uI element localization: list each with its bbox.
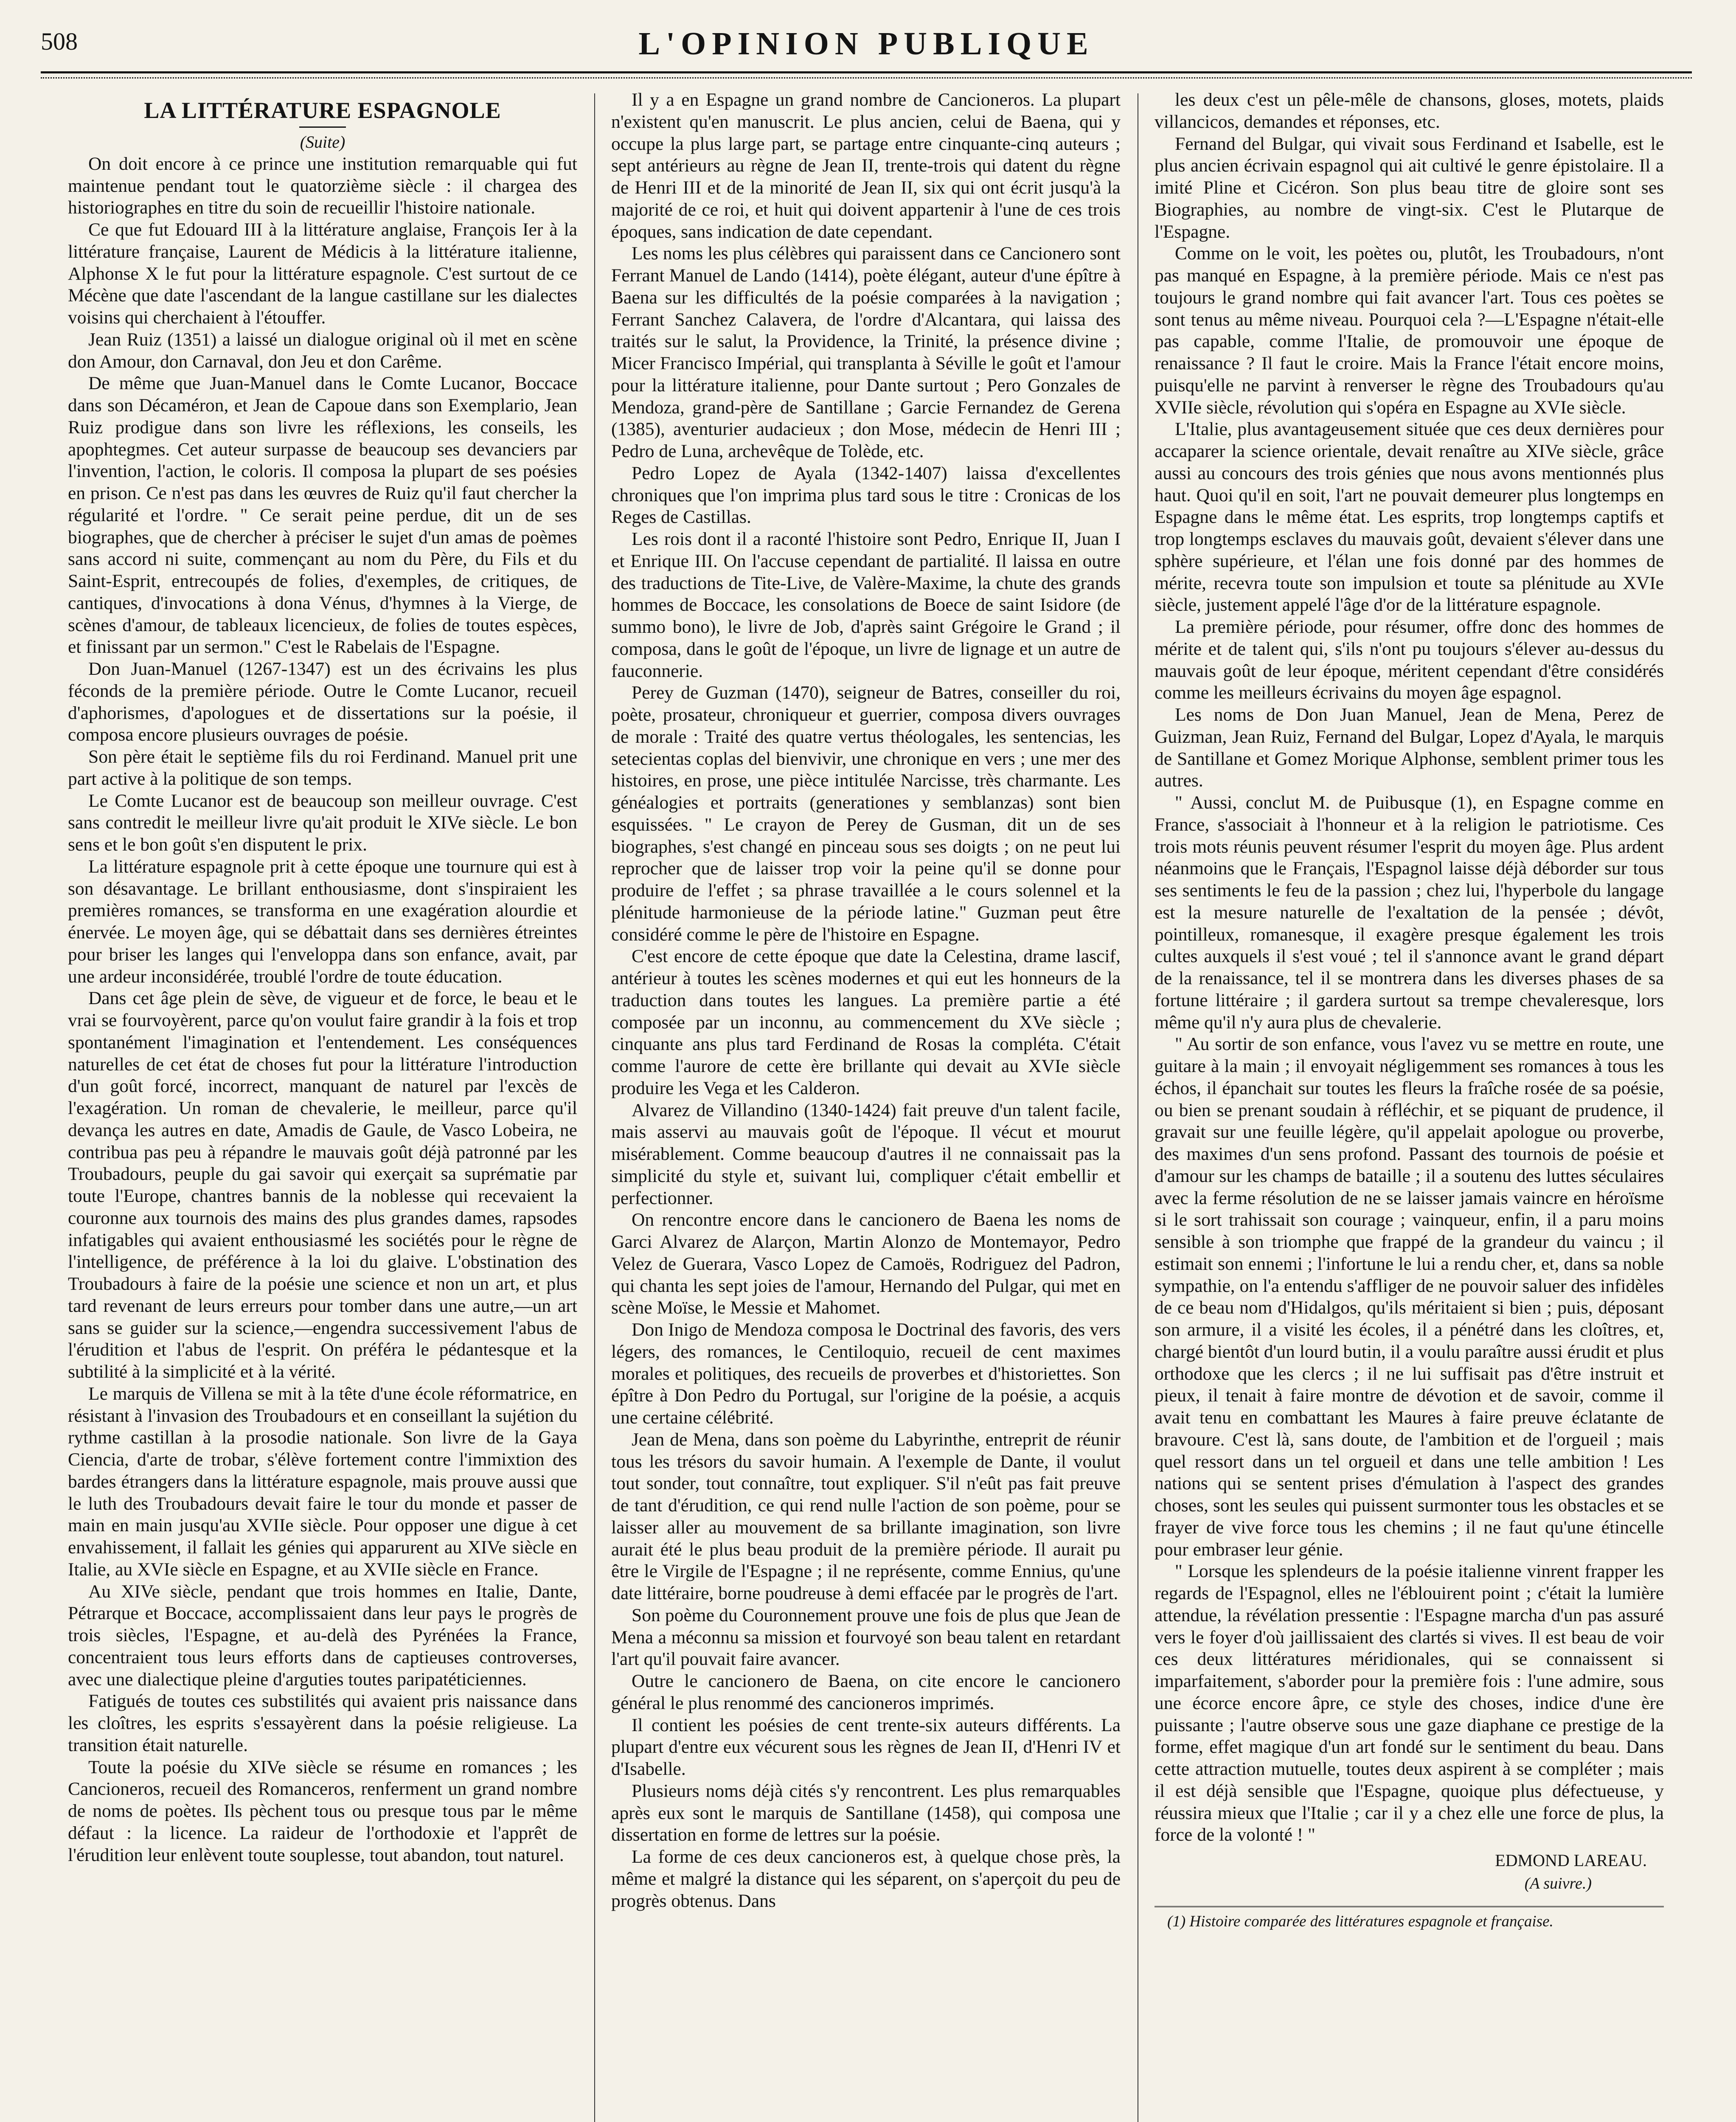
column-2 xyxy=(611,89,1121,2122)
masthead-title: L'OPINION PUBLIQUE xyxy=(638,26,1094,62)
column-divider xyxy=(594,93,595,2122)
paragraph: les deux c'est un pêle-mêle de chansons, gloses, motets, plaids villancicos, demandes et réponses, etc. xyxy=(1155,90,1664,132)
paragraph: Son père était le septième fils du roi Ferdinand. Manuel prit une part active à la politique de son temps. xyxy=(68,747,577,789)
paragraph: Les rois dont il a raconté l'histoire sont Pedro, Enrique II, Juan I et Enrique III. On l'accuse cependant de partialité. Il laissa en outre des traductions de Tite-Live, de Valère-Maxime, la chute des grands hommes de Boccace, les consolations de Boece de saint Isidore (de summo bono), le livre de Job, d'après saint Grégoire le Grand ; il composa, dans le goût de l'époque, un livre de lignage et un autre de fauconnerie. xyxy=(611,529,1121,681)
title-rule xyxy=(299,126,346,128)
page-number: 508 xyxy=(41,28,78,55)
paragraph: L'Italie, plus avantageusement située que ces deux dernières pour accaparer la science orientale, devait renaître au XIVe siècle, grâce aussi au concours des trois génies que nous avons mentionnés plus haut. Quoi qu'il en soit, l'art ne pouvait demeurer plus longtemps en Espagne dans le même état. Les esprits, trop longtemps captifs et trop longtemps esclaves du mauvais goût, devaient s'élever dans une sphère supérieure, et l'élan une fois donné par des hommes de mérite, recevra toute son impulsion et toute sa plénitude au XVIe siècle, justement appelé l'âge d'or de la littérature espagnole. xyxy=(1155,419,1664,615)
paragraph: De même que Juan-Manuel dans le Comte Lucanor, Boccace dans son Décaméron, et Jean de Capoue dans son Exemplario, Jean Ruiz prodigue dans son livre les réflexions, les conseils, les apophtegmes. Cet auteur surpasse de beaucoup ses devanciers par l'invention, l'action, le coloris. Il composa la plupart de ses poésies en prison. Ce n'est pas dans les œuvres de Ruiz qu'il faut chercher la régularité et l'ordre. " Ce serait peine perdue, dit un de ses biographes, que de chercher à préciser le sujet d'un amas de poèmes sans accord ni suite, commençant au nom du Père, du Fils et du Saint-Esprit, entrecoupés de folies, d'exemples, de critiques, de cantiques, d'invocations à dona Vénus, d'hymnes à la Vierge, de scènes d'amour, de tableaux licencieux, de folies de toutes espèces, et finissant par un sermon." C'est le Rabelais de l'Espagne. xyxy=(68,373,577,657)
paragraph: La littérature espagnole prit à cette époque une tournure qui est à son désavantage. Le brillant enthousiasme, dont s'inspiraient les premières romances, se transforma en une exagération alourdie et énervée. Le moyen âge, qui se débattait dans ses dernières étreintes pour briser les langes qui l'enveloppa dans son enfance, avait, par une ardeur inconsidérée, troublé l'ordre de toute éducation. xyxy=(68,856,577,987)
column-1-text xyxy=(68,153,577,1867)
paragraph: Comme on le voit, les poètes ou, plutôt, les Troubadours, n'ont pas manqué en Espagne, à la première période. Mais ce n'est pas toujours le grand nombre qui fait avancer l'art. Tous ces poètes se sont tenus au même niveau. Pourquoi cela ?—L'Espagne n'était-elle pas capable, comme l'Italie, de promouvoir une époque de renaissance ? Il faut le croire. Mais la France l'était encore moins, puisqu'elle ne parvint à renverser le règne des Troubadours qu'au XVIIe siècle, révolution qui s'opéra en Espagne au XVIe siècle. xyxy=(1155,243,1664,418)
article-title: LA LITTÉRATURE ESPAGNOLE xyxy=(144,98,501,123)
paragraph: Les noms les plus célèbres qui paraissent dans ce Cancionero sont Ferrant Manuel de Lando (1414), poète élégant, auteur d'une épître à Baena sur les difficultés de la poésie comparées à la navigation ; Ferrant Sanchez Calavera, de l'ordre d'Alcantara, qui laissa des traités sur le salut, la Providence, la Trinité, la présence divine ; Micer Francisco Impérial, qui transplanta à Séville le goût et l'amour pour la littérature italienne, pour Dante surtout ; Pero Gonzales de Mendoza, grand-père de Santillane ; Garcie Fernandez de Gerena (1385), aventurier audacieux ; don Mose, médecin de Henri III ; Pedro de Luna, archevêque de Tolède, etc. xyxy=(611,243,1121,461)
paragraph: Toute la poésie du XIVe siècle se résume en romances ; les Cancioneros, recueil des Romanceros, renferment un grand nombre de noms de poètes. Ils pèchent tous ou presque tous par le même défaut : la licence. La raideur de l'orthodoxie et l'apprêt de l'érudition leur enlèvent toute souplesse, tout abandon, tout naturel. xyxy=(68,1757,577,1865)
paragraph: Jean de Mena, dans son poème du Labyrinthe, entreprit de réunir tous les trésors du savoir humain. A l'exemple de Dante, il voulut tout sonder, tout connaître, tout expliquer. S'il n'eût pas fait preuve de tant d'érudition, ce qui rend nulle l'action de son poème, pour se laisser aller au mouvement de sa brillante imagination, son livre aurait été le plus beau produit de la première période. Il aurait pu être le Virgile de l'Espagne ; il ne représente, comme Ennius, qu'une date littéraire, borne poudreuse à demi effacée par le progrès de l'art. xyxy=(611,1429,1121,1603)
paragraph: Don Juan-Manuel (1267-1347) est un des écrivains les plus féconds de la première période. Outre le Comte Lucanor, recueil d'aphorismes, d'apologues et de dissertations sur la poésie, il composa encore plusieurs ouvrages de poésie. xyxy=(68,659,577,745)
column-2-text xyxy=(611,89,1121,1912)
paragraph: Il contient les poésies de cent trente-six auteurs différents. La plupart d'entre eux vécurent sous les règnes de Jean II, d'Henri IV et d'Isabelle. xyxy=(611,1715,1121,1779)
paragraph: Le Comte Lucanor est de beaucoup son meilleur ouvrage. C'est sans contredit le meilleur livre qu'ait produit le XIVe siècle. Le bon sens et le bon goût s'en disputent le prix. xyxy=(68,790,577,855)
paragraph: Fatigués de toutes ces substilités qui avaient pris naissance dans les cloîtres, les esprits s'essayèrent dans la poésie religieuse. La transition était naturelle. xyxy=(68,1691,577,1755)
paragraph: Il y a en Espagne un grand nombre de Cancioneros. La plupart n'existent qu'en manuscrit. Le plus ancien, celui de Baena, qui y occupe la plus large part, se partage entre cinquante-cinq auteurs ; sept antérieurs au règne de Jean II, trente-trois qui datent du règne de Henri III et de la minorité de Jean II, six qui ont écrit jusqu'à la majorité de ce roi, et huit qui doivent appartenir à l'une de ces trois époques, sans indication de date cependant. xyxy=(611,90,1121,242)
paragraph: Fernand del Bulgar, qui vivait sous Ferdinand et Isabelle, est le plus ancien écrivain espagnol qui ait cultivé le genre épistolaire. Il a imité Pline et Cicéron. Son plus beau titre de gloire sont ses Biographies, au nombre de vingt-six. C'est le Plutarque de l'Espagne. xyxy=(1155,133,1664,242)
paragraph: Au XIVe siècle, pendant que trois hommes en Italie, Dante, Pétrarque et Boccace, accomplissaient dans leur pays le progrès de trois siècles, l'Espagne, et au-delà des Pyrénées la France, concentraient tous leurs efforts dans de captieuses controverses, avec une dialectique pleine d'arguties toutes paripatéticiennes. xyxy=(68,1581,577,1690)
header-rule xyxy=(41,71,1692,73)
paragraph: La forme de ces deux cancioneros est, à quelque chose près, la même et malgré la distance qui les séparent, on s'aperçoit du peu de progrès obtenus. Dans xyxy=(611,1847,1121,1911)
paragraph: Outre le cancionero de Baena, on cite encore le cancionero général le plus renommé des cancioneros imprimés. xyxy=(611,1671,1121,1713)
paragraph: C'est encore de cette époque que date la Celestina, drame lascif, antérieur à toutes les scènes modernes et qui eut les honneurs de la traduction dans toutes les langues. La première partie a été composée par un inconnu, au commencement du XVe siècle ; cinquante ans plus tard Ferdinand de Rosas la compléta. C'était comme l'aurore de cette ère brillante qui devait au XVIe siècle produire les Vega et les Calderon. xyxy=(611,946,1121,1098)
paragraph: On doit encore à ce prince une institution remarquable qui fut maintenue pendant tout le quatorzième siècle : il chargea des historiographes en titre du soin de recueillir l'histoire nationale. xyxy=(68,153,577,218)
paragraph: " Au sortir de son enfance, vous l'avez vu se mettre en route, une guitare à la main ; il envoyait négligemment ses romances à tous les échos, il épanchait sur toutes les fleurs la fraîche rosée de sa poésie, ou bien se prenant soudain à réfléchir, et se piquant de prudence, il gravait sur une feuille légère, qu'il appelait apologue ou proverbe, des maximes d'un sens profond. Passant des tournois de poésie et d'amour sur les champs de bataille ; il a soutenu des luttes séculaires avec la ferme résolution de ne se laisser jamais vaincre en héroïsme si le sort trahissait son courage ; vainqueur, enfin, il a paru moins sensible à son triomphe que frappé de la grandeur du vaincu ; il estimait son ennemi ; l'infortune le lui a rendu cher, et, dans sa noble sympathie, on l'a entendu s'affliger de ne pouvoir saluer des infidèles de ce beau nom d'Hidalgos, qu'ils méritaient si bien ; puis, déposant son armure, il a visité les écoles, il a pénétré dans les cloîtres, et, chargé bientôt d'un lourd butin, il a voulu paraître aussi érudit et plus orthodoxe que les clercs ; il ne lui suffisait pas d'être instruit et pieux, il tenait à faire montre de dévotion et de savoir, comme il avait tenu en combattant les Maures à faire preuve éclatante de bravoure. C'est là, sans doute, de l'ambition et de l'orgueil ; mais quel ressort dans un tel orgueil et dans une telle ambition ! Les nations qui se sentent prises d'émulation à l'aspect des grandes choses, sont les seules qui puissent surmonter tous les obstacles et se frayer de vive force tous les chemins ; il ne faut qu'une étincelle pour embraser leur génie. xyxy=(1155,1034,1664,1560)
paragraph: Alvarez de Villandino (1340-1424) fait preuve d'un talent facile, mais asservi au mauvais goût de l'époque. Il vécut et mourut misérablement. Comme beaucoup d'autres il ne connaissait pas la simplicité du style et, suivant lui, compliquer c'était embellir et perfectionner. xyxy=(611,1100,1121,1208)
footnote: (1) Histoire comparée des littératures espagnole et française. xyxy=(1167,1912,1553,1930)
paragraph: La première période, pour résumer, offre donc des hommes de mérite et de talent qui, s'ils n'ont pu toujours s'élever au-dessus du mauvais goût de leur époque, méritent cependant d'être considérés comme les meilleurs écrivains du moyen âge espagnol. xyxy=(1155,617,1664,703)
footnote-rule xyxy=(1155,1906,1664,1907)
article-body xyxy=(68,89,1664,2122)
paragraph: Dans cet âge plein de sève, de vigueur et de force, le beau et le vrai se fourvoyèrent, parce qu'on voulut faire grandir à la fois et trop spontanément l'imagination et l'entendement. Les conséquences naturelles de cet état de choses fut pour la littérature l'introduction d'un goût forcé, incorrect, manquant de naturel par l'excès de l'exagération. Un roman de chevalerie, le meilleur, parce qu'il devança les autres en date, Amadis de Gaule, de Vasco Lobeira, ne contribua pas peu à répandre le mauvais goût déjà patronné par les Troubadours, peuple du gai savoir qui exerçait sa suprématie par toute l'Europe, chantres bannis de la noblesse qui recevaient la couronne aux tournois des mains des plus grandes dames, rapsodes infatigables qui avaient enthousiasmé les sociétés pour le règne de l'intelligence, de préférence à la loi du glaive. L'obstination des Troubadours à faire de la poésie une science et non un art, et plus tard revenant de leurs erreurs pour tomber dans une autre,—un art sans se guider sur la science,—engendra successivement l'abus de l'érudition et l'abus de l'esprit. On préféra le pédantesque et la subtilité à la simplicité et à la vérité. xyxy=(68,988,577,1382)
paragraph: Plusieurs noms déjà cités s'y rencontrent. Les plus remarquables après eux sont le marquis de Santillane (1458), qui composa une dissertation en forme de lettres sur la poésie. xyxy=(611,1780,1121,1845)
paragraph: Jean Ruiz (1351) a laissé un dialogue original où il met en scène don Amour, don Carnaval, don Jeu et don Carême. xyxy=(68,329,577,372)
column-3-text xyxy=(1155,89,1664,1846)
paragraph: Les noms de Don Juan Manuel, Jean de Mena, Perez de Guizman, Jean Ruiz, Fernand del Bulgar, Lopez d'Ayala, le marquis de Santillane et Gomez Morique Alphonse, semblent primer tous les autres. xyxy=(1155,705,1664,791)
paragraph: " Lorsque les splendeurs de la poésie italienne vinrent frapper les regards de l'Espagnol, elles ne l'éblouirent point ; c'était la lumière attendue, la révélation pressentie : l'Espagne marcha d'un pas assuré vers le foyer d'où jaillissaient des clartés si vives. Il est beau de voir ces deux littératures méridionales, qui se connaissent si imparfaitement, s'aborder pour la première fois : l'une admire, sous une écorce encore âpre, ce style des choses, indice d'une ère puissante ; l'autre observe sous une gaze diaphane ce prestige de la forme, effet magique d'un art fondé sur le sentiment du beau. Dans cette attraction mutuelle, toutes deux aspirent à se compléter ; mais il est déjà sensible que l'Espagne, quoique plus défectueuse, y réussira mieux que l'Italie ; car il y a chez elle une force de plus, la force de la volonté ! " xyxy=(1155,1561,1664,1845)
paragraph: Le marquis de Villena se mit à la tête d'une école réformatrice, en résistant à l'invasion des Troubadours et en conseillant la sujétion du rythme castillan à la prosodie nationale. Son livre de la Gaya Ciencia, d'arte de trobar, s'élève fortement contre l'immixtion des bardes étrangers dans la littérature espagnole, mais prouve aussi que le luth des Troubadours devait faire le tour du monde et passer de main en main jusqu'au XVIIe siècle. Pour opposer une digue à cet envahissement, il fallait les génies qui apparurent au XIVe siècle en Italie, au XVIe siècle en Espagne, et au XVIIe siècle en France. xyxy=(68,1383,577,1580)
article-subtitle: (Suite) xyxy=(300,132,346,152)
page-header xyxy=(41,25,1692,72)
column-1 xyxy=(68,89,577,2122)
author-signature: EDMOND LAREAU. xyxy=(1495,1851,1647,1870)
continued-note: (A suivre.) xyxy=(1524,1874,1592,1892)
paragraph: " Aussi, conclut M. de Puibusque (1), en Espagne comme en France, s'associait à l'honneur et à la religion le patriotisme. Ces trois mots réunis peuvent résumer l'esprit du moyen âge. Plus ardent néanmoins que le Français, l'Espagnol laisse déjà déborder sur tous ses sentiments le feu de la passion ; chez lui, l'hyperbole du langage est la mesure naturelle de l'exaltation de la pensée ; dévôt, pointilleux, romanesque, il exagère presque également les trois cultes auxquels il s'est voué ; tel il s'annonce avant le grand départ de la renaissance, tel il se montrera dans les diverses phases de sa fortune littéraire ; il gardera surtout sa trempe chevaleresque, lors même qu'il n'y aura plus de chevalerie. xyxy=(1155,792,1664,1033)
paragraph: Son poème du Couronnement prouve une fois de plus que Jean de Mena a méconnu sa mission et fourvoyé son beau talent en retardant l'art qu'il pouvait faire avancer. xyxy=(611,1605,1121,1670)
paragraph: Ce que fut Edouard III à la littérature anglaise, François Ier à la littérature française, Laurent de Médicis à la littérature italienne, Alphonse X le fut pour la littérature espagnole. C'est surtout de ce Mécène que date l'ascendant de la langue castillane sur les dialectes voisins qui cherchaient à l'étouffer. xyxy=(68,219,577,328)
header-dotted-rule xyxy=(41,77,1692,79)
paragraph: Perey de Guzman (1470), seigneur de Batres, conseiller du roi, poète, prosateur, chroniqueur et guerrier, composa divers ouvrages de morale : Traité des quatre vertus théologales, les sentencias, les setecientas coplas del bienvivir, une chronique en vers ; une mer des histoires, en prose, une pièce intitulée Narcisse, très charmante. Les généalogies et portraits (generationes y semblanzas) sont bien esquissées. " Le crayon de Perey de Gusman, dit un de ses biographes, s'est changé en pinceau sous ses doigts ; on ne peut lui reprocher que de laisser trop voir la peine qu'il se donne pour produire de l'effet ; sa phrase travaillée a le cours solennel et la plénitude harmonieuse de la période latine." Guzman peut être considéré comme le père de l'histoire en Espagne. xyxy=(611,682,1121,945)
paragraph: Don Inigo de Mendoza composa le Doctrinal des favoris, des vers légers, des romances, le Centiloquio, recueil de cent maximes morales et politiques, des recueils de proverbes et d'historiettes. Son épître à Don Pedro du Portugal, sur l'origine de la poésie, a acquis une certaine célébrité. xyxy=(611,1319,1121,1428)
paragraph: Pedro Lopez de Ayala (1342-1407) laissa d'excellentes chroniques que l'on imprima plus tard sous le titre : Cronicas de los Reges de Castillas. xyxy=(611,463,1121,528)
paragraph: On rencontre encore dans le cancionero de Baena les noms de Garci Alvarez de Alarçon, Martin Alonzo de Montemayor, Pedro Velez de Guerara, Vasco Lopez de Camoës, Rodriguez del Padron, qui chanta les sept joies de l'amour, Hernando del Pulgar, qui met en scène Moïse, le Messie et Mahomet. xyxy=(611,1210,1121,1318)
column-3 xyxy=(1155,89,1664,2122)
